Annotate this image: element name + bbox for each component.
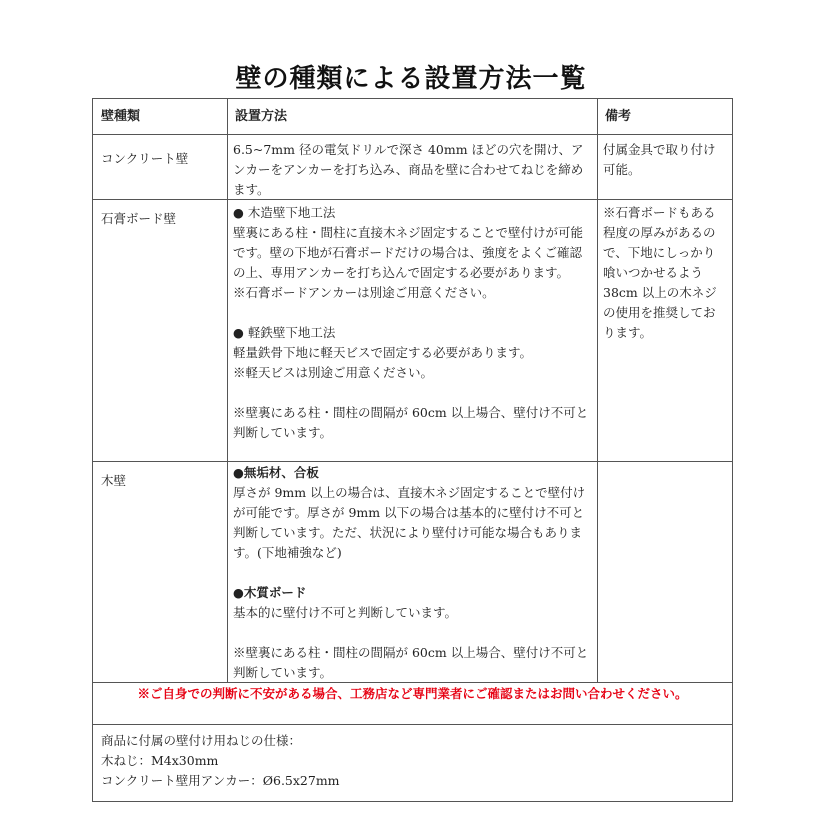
method-line: 壁裏にある柱・間柱に直接木ネジ固定することで壁付けが可能です。壁の下地が石膏ボードだけの場合は、強度をよくご確認の上、専用アンカーを打ち込んで固定する必要があります。 bbox=[233, 225, 584, 280]
row-divider bbox=[93, 461, 732, 462]
method-concrete bbox=[233, 140, 591, 200]
method-line: ※石膏ボードアンカーは別途ご用意ください。 bbox=[233, 285, 495, 300]
method-line: ●木質ボード bbox=[233, 585, 307, 600]
column-divider bbox=[597, 99, 598, 682]
screw-spec bbox=[101, 731, 340, 791]
method-line: ● 軽鉄壁下地工法 bbox=[233, 325, 336, 340]
method-line: ●無垢材、合板 bbox=[233, 465, 319, 480]
header-notes: 備考 bbox=[605, 109, 632, 124]
method-gypsum bbox=[233, 203, 591, 443]
notes-concrete: 付属金具で取り付け可能。 bbox=[603, 142, 716, 177]
notes-gypsum: ※石膏ボードもある程度の厚みがあるので、下地にしっかり喰いつかせるよう 38cm 以上の木ネジの使用を推奨しております。 bbox=[603, 205, 717, 340]
method-line: 軽量鉄骨下地に軽天ビスで固定する必要があります。 bbox=[233, 345, 533, 360]
wall-type-wood: 木壁 bbox=[101, 473, 127, 488]
method-line: ※壁裏にある柱・間柱の間隔が 60cm 以上場合、壁付け不可と判断しています。 bbox=[233, 645, 589, 680]
method-line: 6.5~7mm 径の電気ドリルで深さ 40mm ほどの穴を開け、アンカーをアンカーを打ち込み、商品を壁に合わせてねじを締めます。 bbox=[233, 142, 584, 197]
method-line: ※軽天ビスは別途ご用意ください。 bbox=[233, 365, 434, 380]
method-wood bbox=[233, 463, 591, 683]
spec-screw: 木ねじ：M4x30mm bbox=[101, 753, 219, 768]
page-title: 壁の種類による設置方法一覧 bbox=[235, 64, 587, 94]
warning-note: ※ご自身での判断に不安がある場合、工務店など専門業者にご確認またはお問い合わせください。 bbox=[137, 686, 688, 701]
wall-type-gypsum: 石膏ボード壁 bbox=[101, 211, 177, 226]
spec-anchor: コンクリート壁用アンカー：Ø6.5x27mm bbox=[101, 773, 340, 788]
wall-installation-table bbox=[92, 98, 733, 802]
spec-heading: 商品に付属の壁付け用ねじの仕様： bbox=[101, 733, 302, 748]
header-divider bbox=[93, 134, 732, 135]
column-divider bbox=[227, 99, 228, 682]
method-line: 厚さが 9mm 以上の場合は、直接木ネジ固定することで壁付けが可能です。厚さが 9mm 以下の場合は基本的に壁付け不可と判断しています。ただ、状況により壁付け可能な場合もあります。(下地補強など) bbox=[233, 485, 586, 560]
row-divider bbox=[93, 724, 732, 725]
method-line: ● 木造壁下地工法 bbox=[233, 205, 336, 220]
method-line: ※壁裏にある柱・間柱の間隔が 60cm 以上場合、壁付け不可と判断しています。 bbox=[233, 405, 589, 440]
header-method: 設置方法 bbox=[235, 109, 288, 124]
method-line: 基本的に壁付け不可と判断しています。 bbox=[233, 605, 458, 620]
wall-type-concrete: コンクリート壁 bbox=[101, 151, 189, 166]
header-wall-type: 壁種類 bbox=[101, 109, 141, 124]
